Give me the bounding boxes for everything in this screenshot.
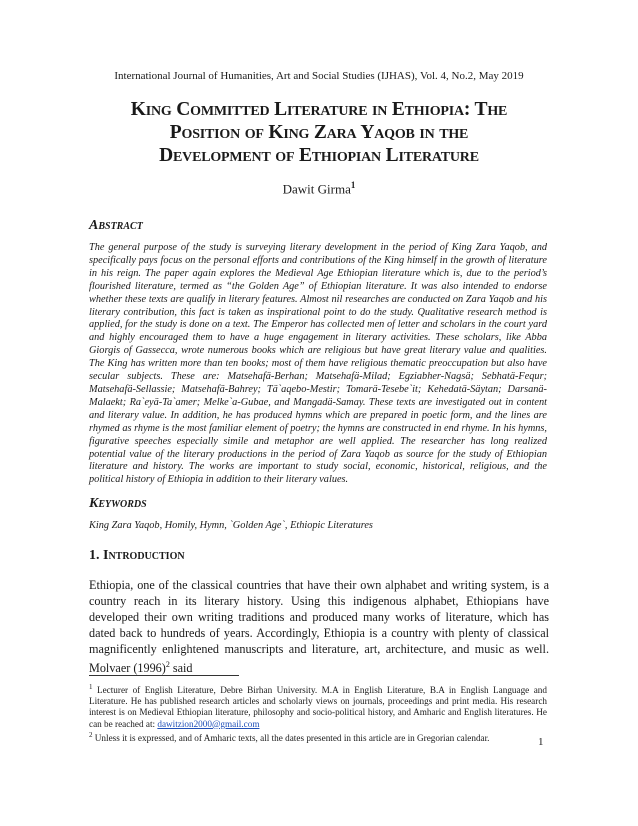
footnote-1 — [89, 682, 547, 730]
footnotes — [89, 682, 547, 744]
author-email-link[interactable]: dawitzion2000@gmail.com — [157, 718, 260, 729]
author-line — [0, 180, 638, 197]
paper-title — [80, 98, 558, 167]
abstract-body: The general purpose of the study is surveying literary development in the period of King Zara Yaqob, and specifically pays focus on the personal efforts and contributions of the King himself in the growth of literature in his reign. The paper again explores the Medieval Age Ethiopian literature which is, due to the period’s flourished literature, termed as “the Golden Age” of Ethiopian literature. It was also intended to endorse whether these texts are qualify in literary features. Almost nil researches are conducted on Zara Yaqob and his literary contribution, this fact is taken as inspirational point to do the study. Qualitative research method is applied, for the study is done on a text. The Emperor has collected men of letter and scholars in the court yard and highly encouraged them to have a huge engagement in literary activities. These scholars, like Abba Giorgis of Gassecca, wrote numerous books which are religious but have great literary value and qualities. The King has written more than ten books; most of them have religious thematic preoccupation but also have secular subjects. These are: Matsehafä-Berhan; Matsehafä-Milad; Egziabher-Nagsä; Sebhatä-Fequr; Matsehafä-Sellassie; Matsehafä-Bahrey; Tä`aqebo-Mestir; Tomarä-Tesebe`it; Kehedatä-Säytan; Darsanä-Malaekt; Ra`eyä-Ta`amer; Melke`a-Gubae, and Mangadä-Samay. These texts are investigated out in content and literary value. In addition, he has produced hymns which are prepared in poetic form, and the lines are rhymed as rhyme is the most familiar element of poetry; the hymns are constructed in end rhyme. In his hymns, figurative speeches especially simile and metaphor are well applied. The researcher has long realized potential value of the literary productions in the period of Zara Yaqob as source for the study of Ethiopian literature and history. The works are important to study social, economic, historical, religious, and the political history of Ethiopia in addition to their literary values. — [89, 242, 547, 486]
footnote-2-mark: 2 — [89, 730, 93, 739]
keywords-body: King Zara Yaqob, Homily, Hymn, `Golden Age`, Ethiopic Literatures — [89, 520, 373, 531]
footnote-1-text: Lecturer of English Literature, Debre Birhan University. M.A in English Literature, B.A in English Language and Literature. He has published research articles and scholarly views on journals, proceedings and print media. His research interest is on Medieval Ethiopian literature, philosophy and socio-political history, and Amharic and English literatures. He can be reached at: — [89, 685, 547, 729]
keywords-heading: Keywords — [89, 496, 147, 511]
introduction-body — [89, 577, 549, 676]
title-line-1: King Committed Literature in Ethiopia: The — [130, 99, 508, 120]
title-line-3: Development of Ethiopian Literature — [159, 145, 479, 166]
footnote-2-text: Unless it is expressed, and of Amharic texts, all the dates presented in this article are in Gregorian calendar. — [92, 732, 490, 743]
footnote-divider — [89, 675, 239, 676]
page-number: 1 — [538, 736, 544, 748]
introduction-tail: said — [169, 661, 193, 676]
introduction-footnote-mark[interactable]: 2 — [165, 660, 170, 669]
introduction-heading: 1. Introduction — [89, 548, 185, 563]
running-header: International Journal of Humanities, Art and Social Studies (IJHAS), Vol. 4, No.2, May 2019 — [114, 70, 524, 82]
introduction-text: Ethiopia, one of the classical countries that have their own alphabet and writing system, is a country reach in its literary history. Using this indigenous alphabet, Ethiopians have developed their own writing traditions and produced many works of literature, which has dated back to hundreds of years. Accordingly, Ethiopia is a country with plenty of classical magnificently enlightened manuscripts and literature, art, architecture, and music as well. Molvaer (1996) — [89, 578, 549, 676]
title-line-2: Position of King Zara Yaqob in the — [169, 122, 469, 143]
author-footnote-mark[interactable]: 1 — [350, 180, 356, 190]
abstract-heading: Abstract — [89, 218, 143, 233]
footnote-1-mark: 1 — [89, 683, 93, 691]
author-name: Dawit Girma — [282, 181, 351, 197]
footnote-2 — [89, 730, 547, 744]
